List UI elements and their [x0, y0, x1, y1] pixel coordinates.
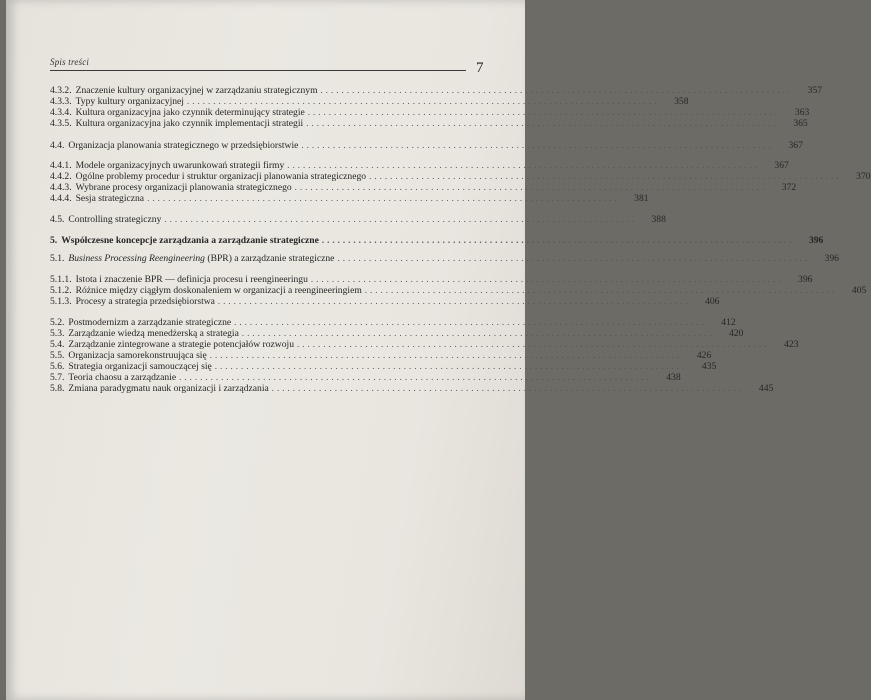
entry-page: 388 [651, 214, 666, 225]
entry-title: Modele organizacyjnych uwarunkowań strategii firmy [75, 160, 285, 171]
dot-leader: .......................................................................................... [321, 235, 795, 245]
entry-number: 5.5. [50, 350, 65, 361]
entry-number: 5.2. [50, 317, 65, 328]
dot-leader: .......................................................................................... [214, 361, 688, 371]
dot-leader: .......................................................................................... [294, 182, 768, 192]
entry-title: Organizacja samorekonstruująca się [68, 350, 207, 361]
entry-page: 358 [674, 96, 689, 107]
entry-title: Zmiana paradygmatu nauk organizacji i zarządzania [68, 383, 269, 394]
entry-page: 412 [721, 317, 736, 328]
entry-title: Kultura organizacyjna jako czynnik implementacji strategii [75, 118, 304, 129]
dot-leader: .......................................................................................... [337, 253, 810, 263]
entry-number: 4.4.3. [50, 182, 72, 193]
entry-title-rest: (BPR) a zarządzanie strategiczne [204, 253, 335, 264]
dot-leader: .......................................................................................... [179, 372, 652, 382]
entry-number: 4.4.2. [50, 171, 72, 182]
toc-chapter-entry [50, 234, 824, 246]
dot-leader: .......................................................................................... [310, 274, 784, 284]
entry-title: Controlling strategiczny [68, 214, 162, 225]
entry-title: Współczesne koncepcje zarządzania a zarządzanie strategiczne [61, 235, 319, 246]
entry-page: 357 [807, 85, 823, 96]
entry-number: 4.4.1. [50, 160, 72, 171]
dot-leader: .......................................................................................... [209, 350, 683, 360]
entry-title: Ogólne problemy procedur i struktur organizacji planowania strategicznego [75, 171, 367, 182]
toc-entry [50, 192, 649, 204]
entry-number: 4.3.2. [50, 85, 72, 96]
entry-title: Postmodernizm a zarządzanie strategiczne [68, 317, 232, 328]
entry-page: 426 [696, 350, 712, 361]
entry-page: 367 [788, 140, 803, 151]
entry-page: 423 [784, 339, 799, 350]
entry-page: 396 [824, 253, 839, 264]
dot-leader: .......................................................................................... [217, 296, 691, 306]
dot-leader: .......................................................................................... [320, 85, 794, 95]
entry-title: Sesja strategiczna [75, 193, 145, 204]
entry-title: Typy kultury organizacyjnej [75, 96, 184, 107]
entry-number: 4.3.4. [50, 107, 72, 118]
entry-title [68, 253, 334, 265]
entry-page: 367 [774, 160, 789, 171]
entry-number: 5.8. [50, 383, 65, 394]
dot-leader: .......................................................................................... [301, 140, 774, 150]
entry-title: Teoria chaosu a zarządzanie [68, 372, 177, 383]
entry-title: Strategia organizacji samouczącej się [68, 361, 212, 372]
entry-page: 435 [701, 361, 717, 372]
entry-title: Znaczenie kultury organizacyjnej w zarządzaniu strategicznym [75, 85, 318, 96]
entry-page: 370 [856, 171, 871, 182]
dot-leader: .......................................................................................... [364, 285, 838, 295]
entry-title: Procesy a strategia przedsiębiorstwa [75, 296, 215, 307]
dot-leader: .......................................................................................... [234, 317, 707, 327]
entry-title: Istota i znaczenie BPR — definicja procesu i reengineeringu [75, 274, 308, 285]
entry-page: 445 [758, 383, 774, 394]
entry-page: 406 [705, 296, 720, 307]
entry-page: 396 [798, 274, 813, 285]
dot-leader: .......................................................................................... [369, 171, 842, 181]
dot-leader: .......................................................................................... [287, 160, 760, 170]
entry-number: 5.6. [50, 361, 65, 372]
entry-page: 381 [634, 193, 649, 204]
dot-leader: .......................................................................................... [307, 107, 781, 117]
entry-title: Zarządzanie zintegrowane a strategie potencjałów rozwoju [68, 339, 294, 350]
entry-title: Wybrane procesy organizacji planowania strategicznego [75, 182, 292, 193]
entry-number: 4.4.4. [50, 193, 72, 204]
toc-entry [50, 139, 803, 151]
entry-title: Kultura organizacyjna jako czynnik determinujący strategie [75, 107, 305, 118]
entry-number: 5. [50, 235, 58, 246]
entry-number: 5.1.3. [50, 296, 72, 307]
entry-page: 420 [728, 328, 744, 339]
toc-entry [50, 117, 808, 129]
entry-number: 5.7. [50, 372, 65, 383]
entry-number: 5.1.1. [50, 274, 72, 285]
entry-number: 4.3.5. [50, 118, 72, 129]
dot-leader: .......................................................................................... [241, 328, 715, 338]
toc-entry [50, 382, 774, 394]
entry-page: 396 [808, 235, 824, 246]
entry-number: 4.4. [50, 140, 65, 151]
toc-entry [50, 295, 720, 307]
book-page [6, 0, 871, 700]
dot-leader: .......................................................................................... [297, 339, 770, 349]
entry-page: 372 [781, 182, 797, 193]
entry-title-italic: Business Processing Reengineering [68, 253, 205, 264]
entry-title: Zarządzanie wiedzą menedżerską a strategia [68, 328, 239, 339]
dot-leader: .......................................................................................... [186, 96, 660, 106]
entry-number: 4.5. [50, 214, 65, 225]
toc-entry [50, 213, 666, 225]
page-number: 7 [476, 60, 484, 76]
dot-leader: .......................................................................................... [271, 383, 745, 393]
toc-entry [50, 252, 839, 264]
entry-number: 5.3. [50, 328, 65, 339]
entry-title: Różnice między ciągłym doskonaleniem w organizacji a reengineeringiem [75, 285, 362, 296]
dot-leader: .......................................................................................... [164, 214, 637, 224]
entry-page: 363 [794, 107, 810, 118]
dot-leader: .......................................................................................... [306, 118, 779, 128]
running-head: Spis treści [50, 57, 90, 67]
entry-page: 405 [851, 285, 867, 296]
entry-number: 5.1.2. [50, 285, 72, 296]
entry-number: 5.1. [50, 253, 65, 264]
entry-number: 5.4. [50, 339, 65, 350]
entry-title: Organizacja planowania strategicznego w przedsiębiorstwie [68, 140, 299, 151]
entry-number: 4.3.3. [50, 96, 72, 107]
entry-page: 365 [793, 118, 808, 129]
entry-page: 438 [666, 372, 681, 383]
header-rule [50, 70, 466, 71]
dot-leader: .......................................................................................... [147, 193, 620, 203]
